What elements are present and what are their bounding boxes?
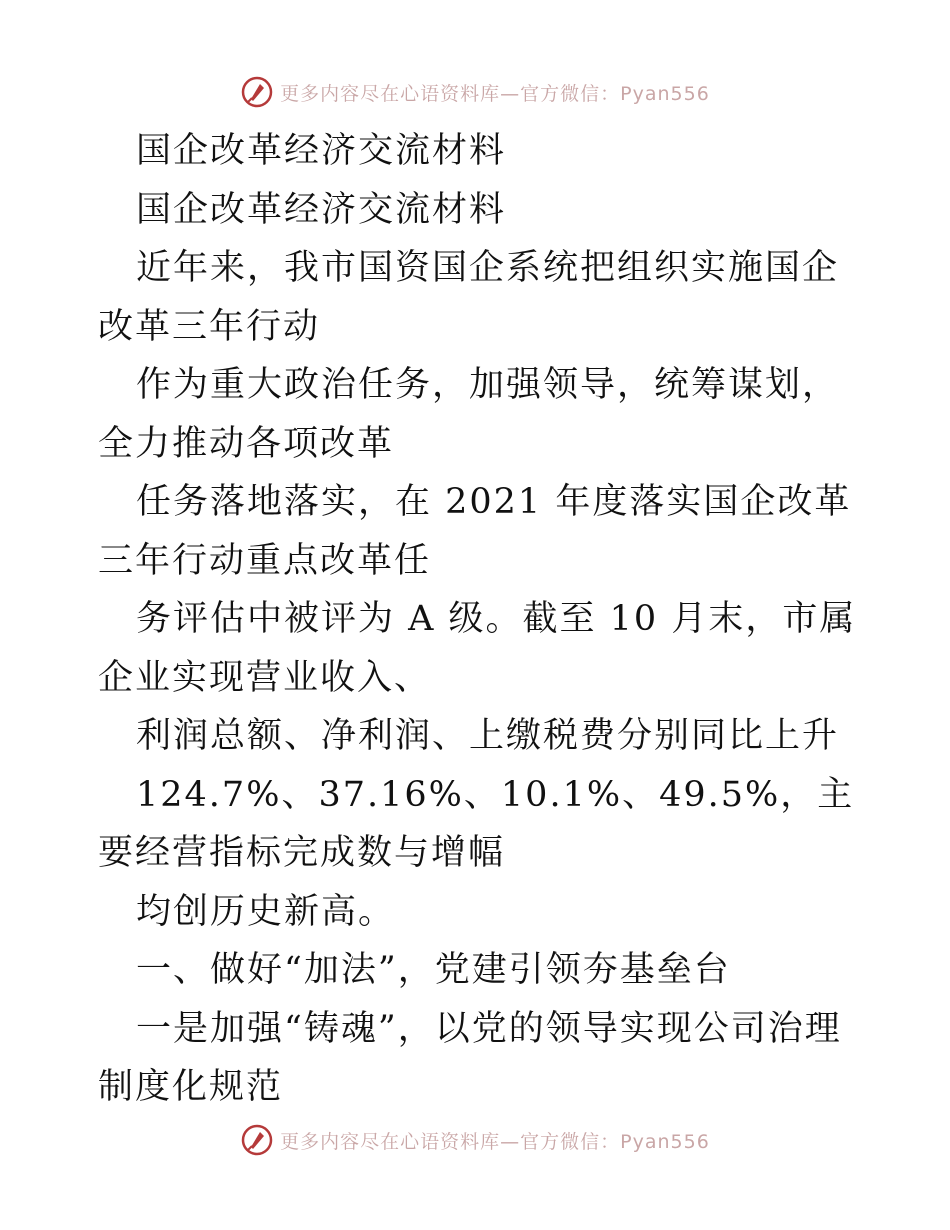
watermark-banner-top [0, 72, 950, 112]
doc-paragraph: 一是加强“铸魂”，以党的领导实现公司治理制度化规范 [98, 1008, 842, 1107]
pen-nib-logo-icon [240, 75, 274, 109]
pen-nib-logo-icon [240, 1123, 274, 1157]
section-heading: 一、做好“加法”，党建引领夯基垒台 [136, 950, 731, 990]
doc-paragraph: 务评估中被评为 A 级。截至 10 月末，市属企业实现营业收入、 [98, 599, 857, 698]
doc-paragraph: 任务落地落实，在 2021 年度落实国企改革三年行动重点改革任 [98, 482, 852, 581]
doc-title: 国企改革经济交流材料 [136, 131, 507, 171]
watermark-banner-bottom [0, 1120, 950, 1160]
doc-subtitle: 国企改革经济交流材料 [136, 189, 507, 230]
doc-paragraph: 124.7%、37.16%、10.1%、49.5%，主要经营指标完成数与增幅 [98, 774, 855, 873]
doc-paragraph: 作为重大政治任务，加强领导，统筹谋划，全力推动各项改革 [98, 365, 840, 464]
doc-paragraph: 利润总额、净利润、上缴税费分别同比上升 [136, 716, 840, 756]
doc-paragraph: 近年来，我市国资国企系统把组织实施国企改革三年行动 [98, 248, 840, 347]
document-body [98, 122, 858, 1117]
watermark-text: 更多内容尽在心语资料库—官方微信：Pyan556 [280, 82, 710, 105]
watermark-text: 更多内容尽在心语资料库—官方微信：Pyan556 [280, 1130, 710, 1153]
doc-paragraph: 均创历史新高。 [136, 891, 396, 932]
